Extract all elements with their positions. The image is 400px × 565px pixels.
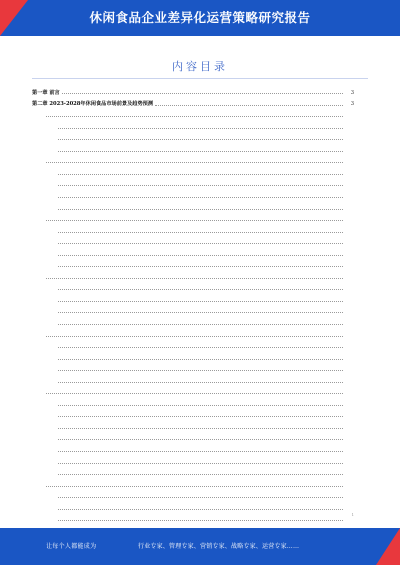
toc-entry[interactable] (32, 176, 354, 188)
toc-entry[interactable] (32, 246, 354, 258)
toc-heading-divider (32, 78, 368, 79)
toc-dot-leader (58, 370, 343, 371)
toc-dot-leader (58, 301, 343, 302)
toc-entry[interactable] (32, 280, 354, 292)
toc-dot-leader (58, 497, 343, 498)
toc-entry[interactable] (32, 130, 354, 142)
toc-entry[interactable] (32, 488, 354, 500)
toc-entry-label: 第二章 2023-2028年休闲食品市场前景及趋势预测 (32, 101, 154, 108)
toc-entry-label: 第一章 前言 (32, 89, 60, 96)
toc-entry[interactable] (32, 477, 354, 489)
toc-dot-leader (46, 278, 343, 279)
toc-entry[interactable] (32, 223, 354, 235)
toc-dot-leader (58, 312, 343, 313)
toc-entry-page: 3 (350, 89, 354, 96)
toc-entry[interactable] (32, 315, 354, 327)
toc-dot-leader (58, 382, 343, 383)
toc-dot-leader (62, 93, 343, 94)
toc-dot-leader (58, 416, 343, 417)
toc-dot-leader (58, 520, 343, 521)
toc-entry[interactable] (32, 153, 354, 165)
toc-dot-leader (58, 232, 343, 233)
toc-entry[interactable] (32, 119, 354, 131)
toc-entry-page: 3 (350, 101, 354, 108)
report-header (0, 0, 400, 36)
report-title: 休闲食品企业差异化运营策略研究报告 (89, 10, 311, 25)
toc-dot-leader (58, 451, 343, 452)
toc-dot-leader (58, 428, 343, 429)
toc-dot-leader (58, 289, 343, 290)
toc-dot-leader (58, 209, 343, 210)
page-number-mark: 1 (351, 512, 354, 517)
footer-red-accent (376, 528, 400, 565)
toc-entry[interactable] (32, 199, 354, 211)
toc-entry[interactable] (32, 303, 354, 315)
toc-dot-leader (58, 185, 343, 186)
toc-entry[interactable] (32, 269, 354, 281)
toc-entry[interactable] (32, 188, 354, 200)
toc-entry[interactable] (32, 107, 354, 119)
toc-dot-leader (58, 324, 343, 325)
toc-dot-leader (58, 509, 343, 510)
toc-dot-leader (58, 174, 343, 175)
toc-dot-leader (46, 486, 343, 487)
toc-entry[interactable] (32, 234, 354, 246)
toc-entry[interactable] (32, 407, 354, 419)
toc-dot-leader (58, 463, 343, 464)
toc-entry[interactable] (32, 84, 354, 96)
toc-dot-leader (58, 439, 343, 440)
toc-entry[interactable] (32, 500, 354, 512)
toc-dot-leader (155, 105, 343, 106)
toc-dot-leader (58, 243, 343, 244)
toc-entry[interactable] (32, 396, 354, 408)
toc-dot-leader (58, 474, 343, 475)
toc-dot-leader (58, 359, 343, 360)
toc-dot-leader (58, 151, 343, 152)
toc-entry[interactable] (32, 326, 354, 338)
toc-entry[interactable] (32, 511, 354, 523)
toc-entry[interactable] (32, 361, 354, 373)
toc-entry[interactable] (32, 419, 354, 431)
toc-entry[interactable] (32, 454, 354, 466)
toc-entry[interactable] (32, 373, 354, 385)
toc-entry[interactable] (32, 292, 354, 304)
toc-dot-leader (46, 162, 343, 163)
toc-entry[interactable] (32, 384, 354, 396)
toc-entry[interactable] (32, 211, 354, 223)
toc-entry[interactable] (32, 350, 354, 362)
toc-dot-leader (58, 128, 343, 129)
toc-entry[interactable] (32, 442, 354, 454)
toc-entry[interactable] (32, 430, 354, 442)
toc-dot-leader (46, 116, 343, 117)
toc-dot-leader (46, 220, 343, 221)
toc-dot-leader (58, 139, 343, 140)
toc-heading: 内容目录 (172, 60, 228, 73)
toc-dot-leader (58, 266, 343, 267)
toc-dot-leader (58, 255, 343, 256)
toc-entry[interactable] (32, 257, 354, 269)
toc-dot-leader (58, 405, 343, 406)
toc-dot-leader (46, 393, 343, 394)
footer-tags: 行业专家、管理专家、营销专家、战略专家、运营专家…… (138, 543, 300, 550)
toc-dot-leader (58, 347, 343, 348)
toc-dot-leader (46, 336, 343, 337)
footer-slogan: 让每个人都能成为 (46, 543, 97, 550)
toc-entry[interactable] (32, 465, 354, 477)
toc-entry[interactable] (32, 142, 354, 154)
toc-dot-leader (58, 197, 343, 198)
report-footer (0, 528, 400, 565)
toc-entry[interactable] (32, 96, 354, 108)
toc-entry[interactable] (32, 338, 354, 350)
table-of-contents (32, 84, 354, 534)
toc-entry[interactable] (32, 165, 354, 177)
